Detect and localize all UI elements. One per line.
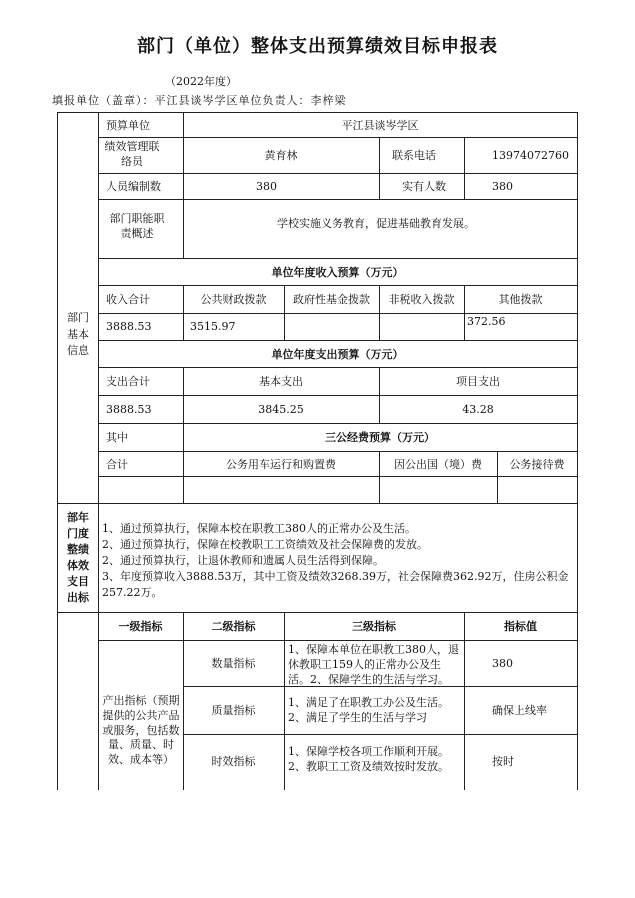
basic-expense-value: 3845.25: [258, 402, 304, 416]
nontax-label: 非税收入拨款: [388, 293, 455, 306]
actual-value: 380: [492, 179, 513, 193]
other-label: 其他拨款: [498, 293, 543, 306]
project-expense-value: 43.28: [462, 402, 494, 416]
contact-value: 黄育林: [264, 149, 298, 162]
other-value: 372.56: [467, 315, 506, 328]
reception-label: 公务接待费: [509, 457, 565, 471]
actual-label: 实有人数: [402, 180, 446, 193]
phone-label: 联系电话: [392, 149, 436, 162]
expense-total-label: 支出合计: [106, 375, 150, 388]
grid-line: [464, 137, 465, 199]
indicator-row-value: 按时: [492, 755, 514, 768]
grid-line: [577, 612, 578, 790]
goal-line-4: 3、年度预算收入3888.53万，其中工资及绩效3268.39万，社会保障费362.92万，住房公积金: [102, 570, 569, 583]
grid-line: [98, 112, 99, 790]
duty-value: 学校实施义务教育，促进基础教育发展。: [277, 217, 475, 230]
level1-output: 产出指标（预期提供的公共产品或服务，包括数量、质量、时效、成本等）: [102, 693, 180, 767]
staff-label: 人员编制数: [106, 180, 161, 193]
goals-section-label: 部年门度整绩体效支目出标: [67, 511, 89, 604]
car-label: 公务用车运行和购置费: [226, 457, 336, 471]
indicator-col4: 指标值: [504, 620, 537, 633]
fiscal-year: （2022年度）: [165, 75, 237, 88]
three-total-label: 合计: [106, 457, 128, 471]
indicator-row-level3: 1、满足了在职教工办公及生活。2、满足了学生的生活与学习: [288, 696, 449, 724]
goal-line-5: 257.22万。: [102, 586, 163, 599]
project-expense-label: 项目支出: [456, 375, 500, 388]
page-title: 部门（单位）整体支出预算绩效目标申报表: [137, 36, 498, 57]
duty-label: 部门职能职责概述: [109, 212, 165, 240]
grid-line: [98, 199, 577, 200]
goal-line-3: 2、通过预算执行，让退休教师和遗属人员生活得到保障。: [102, 554, 384, 567]
basic-expense-label: 基本支出: [259, 375, 303, 388]
fiscal-label: 公共财政拨款: [200, 293, 267, 306]
expense-heading: 单位年度支出预算（万元）: [271, 347, 404, 361]
indicator-row-level3: 1、保障本单位在职教工380人，退休教职工159人的正常办公及生活。2、保障学生的生活与学习。: [288, 643, 459, 686]
income-heading: 单位年度收入预算（万元）: [271, 265, 404, 279]
basic-info-section-label: 部门基本信息: [67, 311, 89, 358]
indicator-row-level2: 质量指标: [211, 704, 256, 717]
grid-line: [98, 313, 577, 314]
budget-unit-value: 平江县谈岑学区: [341, 118, 419, 132]
grid-line: [183, 199, 184, 258]
fiscal-value: 3515.97: [190, 320, 236, 333]
goal-line-1: 1、通过预算执行，保障本校在职教工380人的正常办公及生活。: [102, 522, 416, 535]
fund-label: 政府性基金拨款: [293, 293, 370, 306]
budget-unit-label: 预算单位: [106, 118, 150, 132]
indicator-col1: 一级指标: [118, 620, 163, 633]
goal-line-2: 2、通过预算执行，保障在校教职工工资绩效及社会保障费的发放。: [102, 538, 428, 551]
among-label: 其中: [106, 431, 128, 444]
contact-label: 绩效管理联络员: [104, 140, 160, 168]
table-border-right: [577, 112, 578, 612]
indicator-row-level2: 时效指标: [211, 755, 256, 768]
phone-value: 13974072760: [492, 148, 569, 162]
three-heading: 三公经费预算（万元）: [325, 431, 435, 444]
indicator-col2: 二级指标: [211, 620, 256, 633]
expense-total-value: 3888.53: [106, 402, 152, 416]
indicator-row-level2: 数量指标: [211, 657, 256, 670]
grid-line: [98, 476, 577, 477]
grid-line: [57, 503, 577, 504]
staff-value: 380: [256, 179, 277, 193]
grid-line: [379, 137, 380, 199]
table-border-left: [57, 112, 58, 790]
income-total-label: 收入合计: [106, 293, 150, 306]
abroad-label: 因公出国（境）费: [394, 457, 482, 471]
indicator-row-value: 380: [492, 656, 513, 670]
income-total-value: 3888.53: [106, 320, 152, 333]
indicator-row-value: 确保上线率: [492, 704, 547, 717]
indicator-col3: 三级指标: [352, 620, 396, 633]
indicator-row-level3: 1、保障学校各项工作顺利开展。2、教职工工资及绩效按时发放。: [288, 745, 449, 773]
filler-info: 填报单位（盖章）：平江县谈岑学区单位负责人：李梓梁: [52, 94, 347, 107]
